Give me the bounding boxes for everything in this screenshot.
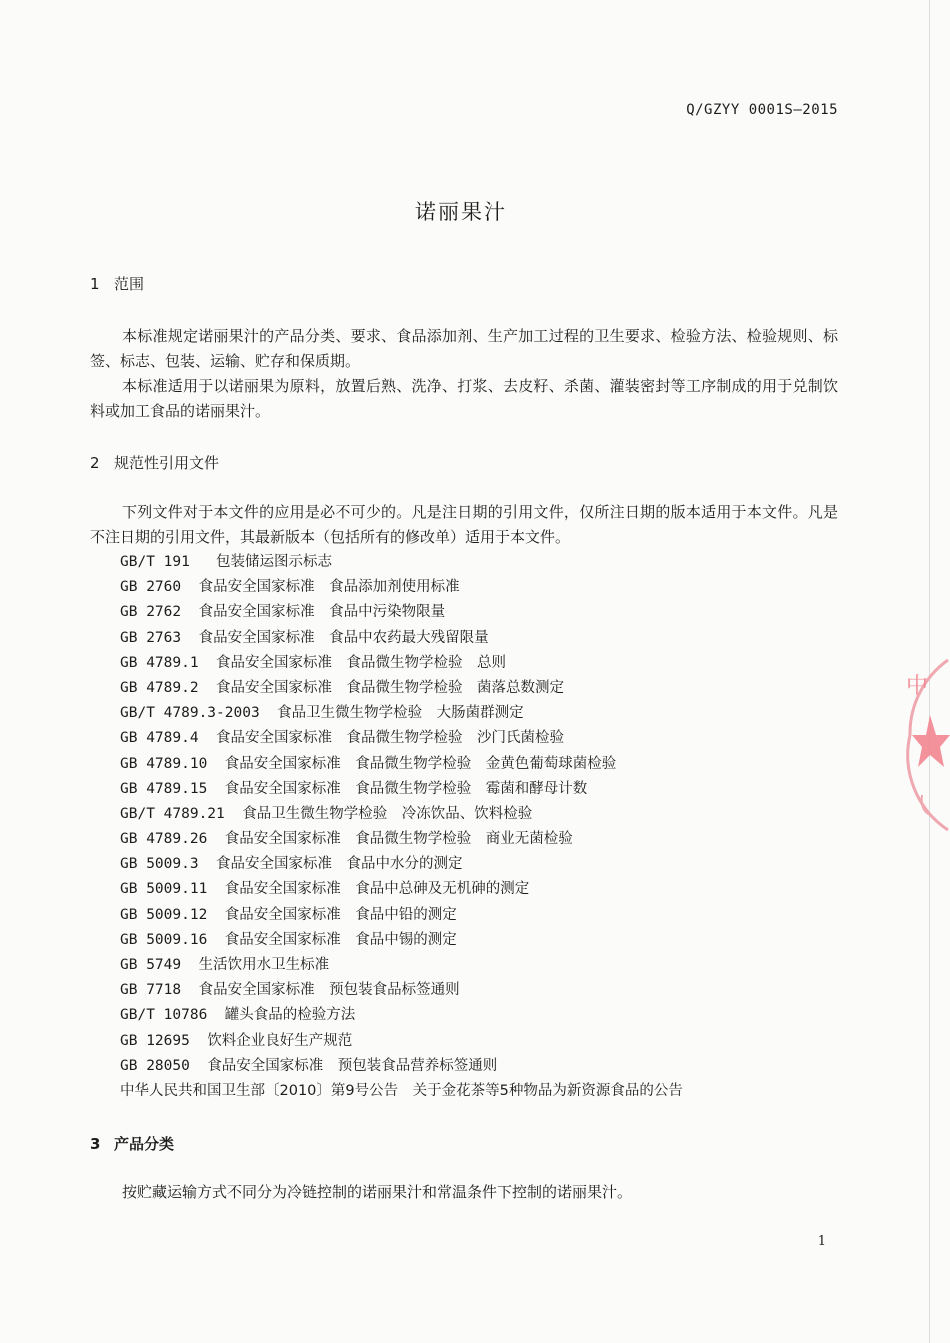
reference-item: GB 5749 生活饮用水卫生标准 [120, 957, 330, 973]
section-title: 产品分类 [114, 1135, 175, 1153]
reference-list [120, 550, 683, 1104]
section-1-heading [90, 273, 144, 294]
section-3-heading [90, 1133, 174, 1154]
reference-item: GB 4789.2 食品安全国家标准 食品微生物学检验 菌落总数测定 [120, 679, 565, 696]
reference-item: GB 4789.1 食品安全国家标准 食品微生物学检验 总则 [120, 654, 507, 671]
reference-item: 中华人民共和国卫生部〔2010〕第9号公告 关于金花茶等5种物品为新资源食品的公告 [120, 1082, 683, 1099]
reference-item: GB 5009.12 食品安全国家标准 食品中铅的测定 [120, 906, 457, 923]
stamp-star-icon [912, 715, 950, 767]
section-number: 1 [90, 275, 100, 293]
section-number: 2 [90, 454, 100, 472]
reference-item: GB 28050 食品安全国家标准 预包装食品营养标签通则 [120, 1057, 498, 1074]
page-number: 1 [817, 1234, 826, 1249]
section-title: 范围 [114, 275, 145, 293]
reference-item: GB 5009.16 食品安全国家标准 食品中锡的测定 [120, 931, 457, 948]
section-1-paragraph-2: 本标准适用于以诺丽果为原料，放置后熟、洗净、打浆、去皮籽、杀菌、灌装密封等工序制成的用于兑制饮料或加工食品的诺丽果汁。 [90, 377, 838, 420]
reference-item: GB 4789.4 食品安全国家标准 食品微生物学检验 沙门氏菌检验 [120, 730, 565, 747]
section-3-paragraph-1: 按贮藏运输方式不同分为冷链控制的诺丽果汁和常温条件下控制的诺丽果汁。 [122, 1183, 633, 1201]
official-stamp [900, 655, 950, 835]
reference-item: GB/T 10786 罐头食品的检验方法 [120, 1007, 356, 1024]
reference-item: GB 5009.11 食品安全国家标准 食品中总砷及无机砷的测定 [120, 881, 530, 898]
section-number: 3 [90, 1135, 101, 1153]
reference-item: GB 2762 食品安全国家标准 食品中污染物限量 [120, 604, 446, 621]
reference-item: GB 4789.15 食品安全国家标准 食品微生物学检验 霉菌和酵母计数 [120, 780, 588, 797]
reference-item: GB/T 191 包装储运图示标志 [120, 554, 333, 570]
reference-item: GB 4789.10 食品安全国家标准 食品微生物学检验 金黄色葡萄球菌检验 [120, 755, 617, 772]
reference-item: GB 12695 饮料企业良好生产规范 [120, 1032, 353, 1049]
section-1-paragraph-1: 本标准规定诺丽果汁的产品分类、要求、食品添加剂、生产加工过程的卫生要求、检验方法、检验规则、标签、标志、包装、运输、贮存和保质期。 [90, 327, 838, 370]
reference-item: GB 7718 食品安全国家标准 预包装食品标签通则 [120, 982, 460, 999]
document-title: 诺丽果汁 [415, 200, 507, 224]
reference-item: GB 4789.26 食品安全国家标准 食品微生物学检验 商业无菌检验 [120, 831, 573, 848]
reference-item: GB/T 4789.21 食品卫生微生物学检验 冷冻饮品、饮料检验 [120, 805, 533, 822]
reference-item: GB 2760 食品安全国家标准 食品添加剂使用标准 [120, 579, 460, 596]
section-2-paragraph-1: 下列文件对于本文件的应用是必不可少的。凡是注日期的引用文件，仅所注日期的版本适用于本文件。凡是不注日期的引用文件，其最新版本（包括所有的修改单）适用于本文件。 [90, 503, 838, 546]
stamp-text: 中 [906, 674, 929, 699]
reference-item: GB 2763 食品安全国家标准 食品中农药最大残留限量 [120, 629, 489, 646]
standard-code: Q/GZYY 0001S—2015 [686, 102, 838, 118]
reference-item: GB 5009.3 食品安全国家标准 食品中水分的测定 [120, 856, 463, 873]
reference-item: GB/T 4789.3-2003 食品卫生微生物学检验 大肠菌群测定 [120, 705, 524, 722]
section-2-heading [90, 452, 219, 473]
section-title: 规范性引用文件 [114, 454, 220, 472]
